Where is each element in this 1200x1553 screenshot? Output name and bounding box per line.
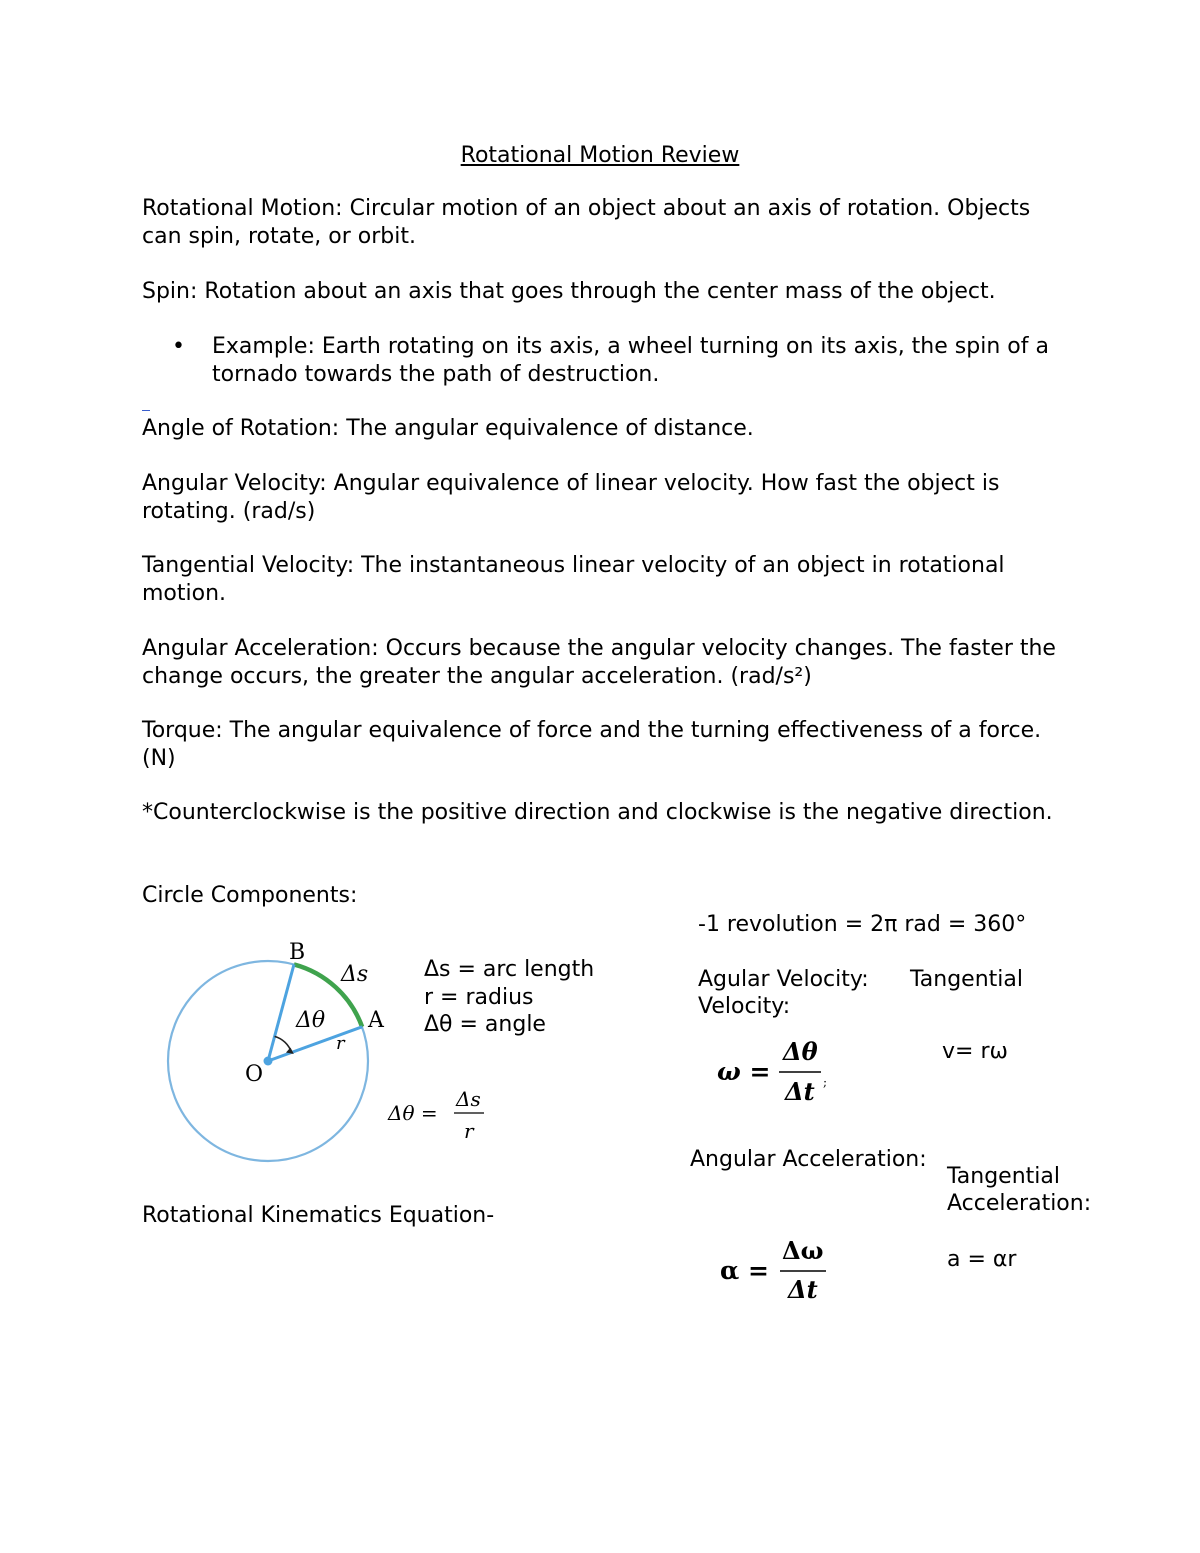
circle-diagram — [150, 935, 410, 1175]
alpha-formula-lhs: α = — [720, 1256, 769, 1285]
alpha-formula-numerator: Δω — [782, 1236, 824, 1265]
text-cursor-mark — [142, 410, 150, 411]
bullet-icon: • — [172, 334, 185, 359]
omega-formula — [715, 1036, 845, 1106]
arc-formula-numerator: Δs — [456, 1087, 481, 1111]
omega-formula-lhs: ω = — [717, 1057, 771, 1086]
tangential-acceleration-label-line2: Acceleration: — [947, 1191, 1092, 1216]
arc-formula-lhs: Δθ = — [388, 1101, 438, 1125]
tangential-velocity-label: Tangential — [910, 967, 1023, 992]
tangential-acceleration-formula: a = αr — [947, 1247, 1017, 1272]
omega-formula-trailing: ; — [823, 1075, 828, 1089]
torque-definition: Torque: The angular equivalence of force and the turning effectiveness of a force. (N) — [142, 718, 1042, 771]
angular-velocity-label: Agular Velocity: — [698, 967, 869, 992]
legend-radius: r = radius — [424, 985, 534, 1010]
clipped-velocity-label: Velocity: — [698, 994, 791, 1019]
tangential-velocity-formula: v= rω — [942, 1039, 1008, 1064]
tangential-velocity-definition: Tangential Velocity: The instantaneous linear velocity of an object in rotational motion. — [142, 553, 1005, 606]
label-a: A — [368, 1008, 384, 1033]
angular-acceleration-label-box — [690, 1146, 930, 1176]
alpha-formula-denominator: Δt — [788, 1275, 818, 1304]
angular-acceleration-definition: Angular Acceleration: Occurs because the angular velocity changes. The faster the change occurs, the greater the angular acceleration. (rad/s²) — [142, 636, 1056, 689]
direction-note: *Counterclockwise is the positive direction and clockwise is the negative direction. — [142, 800, 1053, 825]
arc-angle-formula — [388, 1084, 498, 1144]
omega-formula-numerator: Δθ — [783, 1037, 818, 1066]
angle-of-rotation-definition: Angle of Rotation: The angular equivalence of distance. — [142, 416, 754, 441]
rotational-motion-definition: Rotational Motion: Circular motion of an object about an axis of rotation. Objects can spin, rotate, or orbit. — [142, 196, 1031, 249]
radius-line-ob — [268, 964, 294, 1061]
label-radius: r — [336, 1033, 345, 1054]
omega-formula-denominator: Δt — [785, 1077, 815, 1106]
label-o: O — [245, 1062, 264, 1087]
center-point — [264, 1057, 273, 1066]
alpha-formula — [718, 1234, 848, 1304]
page-title: Rotational Motion Review — [460, 143, 740, 168]
legend-angle: Δθ = angle — [424, 1012, 546, 1037]
circle-components-heading: Circle Components: — [142, 883, 358, 908]
angular-velocity-definition: Angular Velocity: Angular equivalence of linear velocity. How fast the object is rotating. (rad/s) — [142, 471, 1000, 524]
rotational-kinematics-heading: Rotational Kinematics Equation- — [142, 1203, 495, 1228]
label-b: B — [289, 940, 306, 965]
spin-definition: Spin: Rotation about an axis that goes through the center mass of the object. — [142, 279, 996, 304]
clipped-velocity-label-box — [698, 993, 838, 1019]
revolution-equivalence: -1 revolution = 2π rad = 360° — [698, 912, 1027, 937]
tangential-acceleration-label-line1: Tangential — [947, 1164, 1060, 1189]
example-bullet-text: Example: Earth rotating on its axis, a wheel turning on its axis, the spin of a tornado towards the path of destruction. — [212, 334, 1049, 387]
arc-formula-denominator: r — [464, 1119, 474, 1143]
angular-acceleration-label: Angular Acceleration: — [690, 1147, 927, 1172]
legend-arc-length: Δs = arc length — [424, 957, 595, 982]
label-angle: Δθ — [296, 1008, 326, 1033]
label-arc: Δs — [341, 962, 369, 987]
